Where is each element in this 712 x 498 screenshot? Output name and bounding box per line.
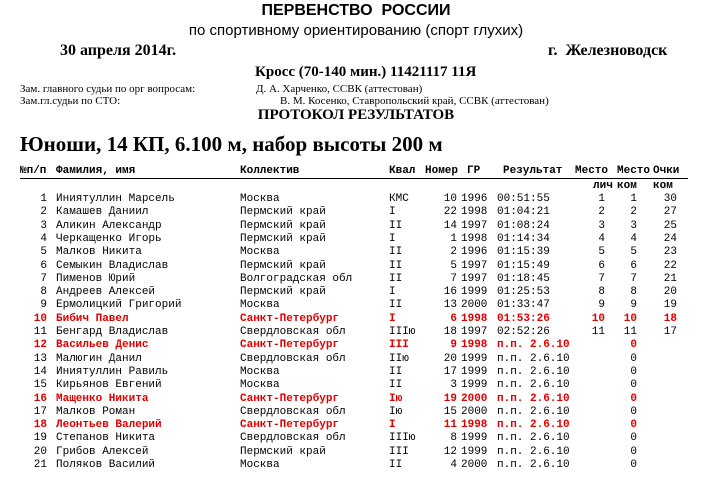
team-name: Москва <box>240 459 280 471</box>
row-number: 9 <box>40 299 47 312</box>
col-name: Фамилия, имя <box>56 165 136 177</box>
result-time: 01:25:53 <box>497 286 550 299</box>
bib-number: 14 <box>443 219 457 232</box>
judge2-label: Зам.гл.судьи по СТО: <box>20 95 121 107</box>
team-name: Свердловская обл <box>240 405 346 418</box>
place-team: 0 <box>630 459 637 471</box>
row-number: 3 <box>40 219 47 232</box>
result-time: 01:18:45 <box>497 272 550 285</box>
bib-number: 13 <box>443 299 457 312</box>
table-row <box>0 459 712 472</box>
col-bib: Номер <box>425 165 459 177</box>
birth-year: 1998 <box>461 339 488 352</box>
qualification: I <box>389 419 396 432</box>
bib-number: 15 <box>443 405 457 418</box>
bib-number: 19 <box>443 392 457 405</box>
birth-year: 1996 <box>461 246 488 259</box>
table-row <box>0 406 712 419</box>
bib-number: 11 <box>443 419 457 432</box>
team-points: 17 <box>663 326 677 338</box>
team-points: 19 <box>663 299 677 312</box>
row-number: 13 <box>33 352 47 365</box>
team-name: Санкт-Петербург <box>240 339 340 352</box>
result-time: 01:33:47 <box>497 299 550 312</box>
qualification: IIIю <box>389 432 416 445</box>
athlete-name: Пименов Юрий <box>56 272 136 285</box>
birth-year: 1999 <box>461 286 488 299</box>
athlete-name: Васильев Денис <box>56 339 149 352</box>
place-team: 11 <box>623 326 637 338</box>
table-row <box>0 299 712 312</box>
place-team: 0 <box>630 445 637 458</box>
bib-number: 8 <box>450 432 457 445</box>
athlete-name: Малюгин Данил <box>56 352 142 365</box>
event-date: 30 апреля 2014г. <box>60 42 177 59</box>
team-name: Санкт-Петербург <box>240 312 340 325</box>
result-time: п.п. 2.6.10 <box>497 365 570 378</box>
result-time: 02:52:26 <box>497 326 550 338</box>
place-personal: 6 <box>598 259 605 272</box>
bib-number: 3 <box>450 379 457 392</box>
qualification: II <box>389 379 403 392</box>
birth-year: 1997 <box>461 326 488 338</box>
place-team: 3 <box>630 219 637 232</box>
team-points: 22 <box>663 259 677 272</box>
row-number: 11 <box>33 326 47 338</box>
table-row <box>0 353 712 366</box>
team-name: Пермский край <box>240 232 326 245</box>
header-rule <box>20 178 688 179</box>
table-row <box>0 326 712 339</box>
result-time: 00:51:55 <box>497 193 550 205</box>
group-title: Юноши, 14 КП, 6.100 м, набор высоты 200 м <box>20 132 443 156</box>
col-num: №п/п <box>20 165 47 177</box>
result-time: п.п. 2.6.10 <box>497 459 570 471</box>
place-personal: 9 <box>598 299 605 312</box>
col-place-team-sub: ком <box>617 180 637 192</box>
row-number: 8 <box>40 286 47 299</box>
birth-year: 1998 <box>461 312 488 325</box>
row-number: 5 <box>40 246 47 259</box>
team-points: 24 <box>663 232 677 245</box>
qualification: II <box>389 365 403 378</box>
row-number: 14 <box>33 365 47 378</box>
document-subtitle: по спортивному ориентированию (спорт глухих) <box>188 22 524 39</box>
athlete-name: Кирьянов Евгений <box>56 379 162 392</box>
bib-number: 9 <box>450 339 457 352</box>
table-row <box>0 393 712 406</box>
col-year: ГР <box>467 165 481 177</box>
bib-number: 4 <box>450 459 457 471</box>
birth-year: 1999 <box>461 352 488 365</box>
birth-year: 2000 <box>461 392 488 405</box>
team-name: Свердловская обл <box>240 432 346 445</box>
team-name: Пермский край <box>240 219 326 232</box>
result-time: п.п. 2.6.10 <box>497 379 570 392</box>
place-personal: 10 <box>591 312 605 325</box>
result-time: 01:14:34 <box>497 232 550 245</box>
place-team: 2 <box>630 206 637 219</box>
athlete-name: Грибов Алексей <box>56 445 149 458</box>
col-points-sub: ком <box>653 180 673 192</box>
table-row <box>0 286 712 299</box>
table-row <box>0 206 712 219</box>
bib-number: 18 <box>443 326 457 338</box>
team-name: Санкт-Петербург <box>240 419 340 432</box>
qualification: II <box>389 299 403 312</box>
team-name: Свердловская обл <box>240 352 346 365</box>
team-points: 20 <box>663 286 677 299</box>
table-row <box>0 419 712 432</box>
team-name: Пермский край <box>240 259 326 272</box>
table-row <box>0 366 712 379</box>
qualification: II <box>389 219 403 232</box>
birth-year: 1999 <box>461 379 488 392</box>
athlete-name: Иниятуллин Марсель <box>56 193 175 205</box>
team-name: Свердловская обл <box>240 326 346 338</box>
place-team: 5 <box>630 246 637 259</box>
bib-number: 20 <box>443 352 457 365</box>
table-row <box>0 220 712 233</box>
row-number: 1 <box>40 193 47 205</box>
bib-number: 1 <box>450 232 457 245</box>
birth-year: 1997 <box>461 272 488 285</box>
row-number: 12 <box>33 339 47 352</box>
birth-year: 1999 <box>461 432 488 445</box>
place-team: 0 <box>630 392 637 405</box>
table-row <box>0 193 712 206</box>
place-team: 0 <box>630 432 637 445</box>
place-team: 1 <box>630 193 637 205</box>
place-team: 4 <box>630 232 637 245</box>
place-personal: 4 <box>598 232 605 245</box>
team-name: Санкт-Петербург <box>240 392 340 405</box>
athlete-name: Ермолицкий Григорий <box>56 299 182 312</box>
result-time: 01:15:49 <box>497 259 550 272</box>
qualification: II <box>389 246 403 259</box>
qualification: Iю <box>389 405 403 418</box>
birth-year: 2000 <box>461 405 488 418</box>
birth-year: 2000 <box>461 299 488 312</box>
bib-number: 5 <box>450 259 457 272</box>
result-time: 01:15:39 <box>497 246 550 259</box>
col-place-team: Место <box>617 165 651 177</box>
athlete-name: Черкащенко Игорь <box>56 232 162 245</box>
qualification: II <box>389 272 403 285</box>
team-name: Волгоградская обл <box>240 272 353 285</box>
document-title: ПЕРВЕНСТВО РОССИИ <box>261 2 451 19</box>
row-number: 21 <box>33 459 47 471</box>
bib-number: 17 <box>443 365 457 378</box>
bib-number: 7 <box>450 272 457 285</box>
col-result: Результат <box>503 165 563 177</box>
place-personal: 5 <box>598 246 605 259</box>
row-number: 2 <box>40 206 47 219</box>
qualification: КМС <box>389 193 409 205</box>
athlete-name: Иниятуллин Равиль <box>56 365 169 378</box>
athlete-name: Андреев Алексей <box>56 286 156 299</box>
qualification: Iю <box>389 392 403 405</box>
bib-number: 22 <box>443 206 457 219</box>
judge1-name: Д. А. Харченко, ССВК (аттестован) <box>256 83 423 95</box>
athlete-name: Семыкин Владислав <box>56 259 169 272</box>
athlete-name: Степанов Никита <box>56 432 156 445</box>
place-team: 10 <box>623 312 637 325</box>
team-name: Москва <box>240 193 280 205</box>
row-number: 17 <box>33 405 47 418</box>
athlete-name: Мащенко Никита <box>56 392 149 405</box>
bib-number: 2 <box>450 246 457 259</box>
row-number: 7 <box>40 272 47 285</box>
row-number: 10 <box>33 312 47 325</box>
team-points: 18 <box>663 312 677 325</box>
athlete-name: Бенгард Владислав <box>56 326 169 338</box>
row-number: 4 <box>40 232 47 245</box>
result-time: п.п. 2.6.10 <box>497 352 570 365</box>
row-number: 18 <box>33 419 47 432</box>
team-name: Пермский край <box>240 206 326 219</box>
table-row <box>0 313 712 326</box>
result-time: п.п. 2.6.10 <box>497 392 570 405</box>
event-city: г. Железноводск <box>548 42 668 59</box>
table-row <box>0 446 712 459</box>
qualification: I <box>389 206 396 219</box>
place-team: 7 <box>630 272 637 285</box>
birth-year: 1998 <box>461 232 488 245</box>
result-time: п.п. 2.6.10 <box>497 419 570 432</box>
place-team: 8 <box>630 286 637 299</box>
qualification: I <box>389 286 396 299</box>
col-points: Очки <box>653 165 680 177</box>
birth-year: 1999 <box>461 365 488 378</box>
qualification: III <box>389 339 409 352</box>
place-team: 0 <box>630 365 637 378</box>
qualification: I <box>389 232 396 245</box>
qualification: II <box>389 459 403 471</box>
qualification: IIIю <box>389 326 416 338</box>
row-number: 19 <box>33 432 47 445</box>
bib-number: 16 <box>443 286 457 299</box>
row-number: 6 <box>40 259 47 272</box>
athlete-name: Малков Роман <box>56 405 136 418</box>
table-row <box>0 233 712 246</box>
col-place-pers-sub: лич <box>593 180 613 192</box>
team-points: 21 <box>663 272 677 285</box>
athlete-name: Малков Никита <box>56 246 142 259</box>
team-points: 27 <box>663 206 677 219</box>
result-time: 01:08:24 <box>497 219 550 232</box>
team-name: Москва <box>240 299 280 312</box>
row-number: 20 <box>33 445 47 458</box>
place-team: 0 <box>630 379 637 392</box>
protocol-title: ПРОТОКОЛ РЕЗУЛЬТАТОВ <box>257 107 455 123</box>
place-team: 9 <box>630 299 637 312</box>
team-points: 23 <box>663 246 677 259</box>
team-name: Пермский край <box>240 445 326 458</box>
table-row <box>0 260 712 273</box>
place-personal: 1 <box>598 193 605 205</box>
table-row <box>0 379 712 392</box>
row-number: 15 <box>33 379 47 392</box>
table-row <box>0 246 712 259</box>
athlete-name: Поляков Василий <box>56 459 156 471</box>
result-time: 01:04:21 <box>497 206 550 219</box>
table-row <box>0 273 712 286</box>
judge1-label: Зам. главного судьи по орг вопросам: <box>20 83 196 95</box>
place-team: 0 <box>630 419 637 432</box>
col-place-pers: Место <box>575 165 609 177</box>
judge2-name: В. М. Косенко, Ставропольский край, ССВК (аттестован) <box>280 95 549 107</box>
place-team: 0 <box>630 339 637 352</box>
birth-year: 1996 <box>461 193 488 205</box>
result-time: п.п. 2.6.10 <box>497 432 570 445</box>
place-team: 6 <box>630 259 637 272</box>
team-name: Пермский край <box>240 286 326 299</box>
athlete-name: Аликин Александр <box>56 219 162 232</box>
place-team: 0 <box>630 352 637 365</box>
qualification: I <box>389 312 396 325</box>
place-personal: 3 <box>598 219 605 232</box>
col-qual: Квал <box>389 165 416 177</box>
birth-year: 1997 <box>461 259 488 272</box>
team-points: 30 <box>663 193 677 205</box>
result-time: п.п. 2.6.10 <box>497 405 570 418</box>
result-time: 01:53:26 <box>497 312 550 325</box>
place-team: 0 <box>630 405 637 418</box>
place-personal: 7 <box>598 272 605 285</box>
qualification: II <box>389 259 403 272</box>
birth-year: 1998 <box>461 419 488 432</box>
athlete-name: Камашев Даниил <box>56 206 149 219</box>
row-number: 16 <box>33 392 47 405</box>
team-name: Москва <box>240 379 280 392</box>
birth-year: 1998 <box>461 206 488 219</box>
athlete-name: Бибич Павел <box>56 312 129 325</box>
team-name: Москва <box>240 365 280 378</box>
bib-number: 12 <box>443 445 457 458</box>
result-time: п.п. 2.6.10 <box>497 339 570 352</box>
result-time: п.п. 2.6.10 <box>497 445 570 458</box>
birth-year: 1997 <box>461 219 488 232</box>
col-team: Коллектив <box>240 165 300 177</box>
table-row <box>0 339 712 352</box>
qualification: IIю <box>389 352 409 365</box>
place-personal: 2 <box>598 206 605 219</box>
qualification: III <box>389 445 409 458</box>
bib-number: 10 <box>443 193 457 205</box>
bib-number: 6 <box>450 312 457 325</box>
birth-year: 1999 <box>461 445 488 458</box>
place-personal: 11 <box>591 326 605 338</box>
race-info: Кросс (70-140 мин.) 11421117 11Я <box>255 64 477 80</box>
table-row <box>0 432 712 445</box>
place-personal: 8 <box>598 286 605 299</box>
birth-year: 2000 <box>461 459 488 471</box>
athlete-name: Леонтьев Валерий <box>56 419 162 432</box>
team-name: Москва <box>240 246 280 259</box>
team-points: 25 <box>663 219 677 232</box>
